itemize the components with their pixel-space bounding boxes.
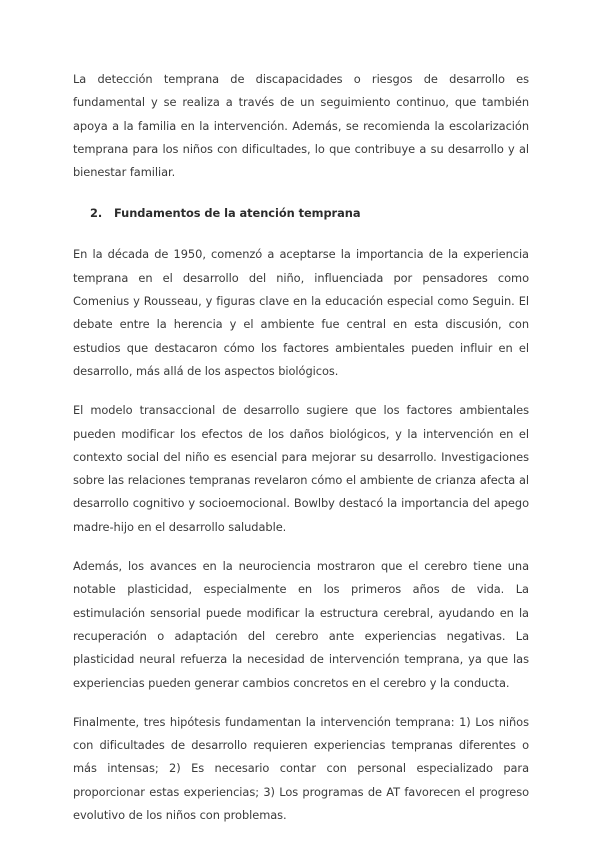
paragraph-history: En la década de 1950, comenzó a aceptarse la importancia de la experiencia temprana en el desarrollo del niño, influenciada por pensadores como Comenius y Rousseau, y figuras clave en la educación especial como Seguin. El debate entre la herencia y el ambiente fue central en esta discusión, con estudios que destacaron cómo los factores ambientales pueden influir en el desarrollo, más allá de los aspectos biológicos. bbox=[73, 247, 529, 378]
paragraph-hypotheses: Finalmente, tres hipótesis fundamentan la intervención temprana: 1) Los niños con dificultades de desarrollo requieren experiencias tempranas diferentes o más intensas; 2) Es necesario contar con personal especializado para proporcionar estas experiencias; 3) Los programas de AT favorecen el progreso evolutivo de los niños con problemas. bbox=[73, 714, 529, 823]
intro-paragraph: La detección temprana de discapacidades o riesgos de desarrollo es fundamental y se realiza a través de un seguimiento continuo, que también apoya a la familia en la intervención. Además, se recomienda la escolarización temprana para los niños con dificultades, lo que contribuye a su desarrollo y al bienestar familiar. bbox=[73, 72, 529, 180]
section-title: Fundamentos de la atención temprana bbox=[114, 206, 361, 221]
document-body bbox=[73, 68, 529, 827]
paragraph-neuroscience: Además, los avances en la neurociencia mostraron que el cerebro tiene una notable plasticidad, especialmente en los primeros años de vida. La estimulación sensorial puede modificar la estructura cerebral, ayudando en la recuperación o adaptación del cerebro ante experiencias negativas. La plasticidad neural refuerza la necesidad de intervención temprana, ya que las experiencias pueden generar cambios concretos en el cerebro y la conducta. bbox=[73, 559, 529, 690]
section-heading bbox=[90, 202, 529, 225]
paragraph-transactional-model: El modelo transaccional de desarrollo sugiere que los factores ambientales pueden modificar los efectos de los daños biológicos, y la intervención en el contexto social del niño es esencial para mejorar su desarrollo. Investigaciones sobre las relaciones tempranas revelaron cómo el ambiente de crianza afecta al desarrollo cognitivo y socioemocional. Bowlby destacó la importancia del apego madre-hijo en el desarrollo saludable. bbox=[73, 403, 529, 534]
section-number: 2. bbox=[90, 206, 103, 221]
